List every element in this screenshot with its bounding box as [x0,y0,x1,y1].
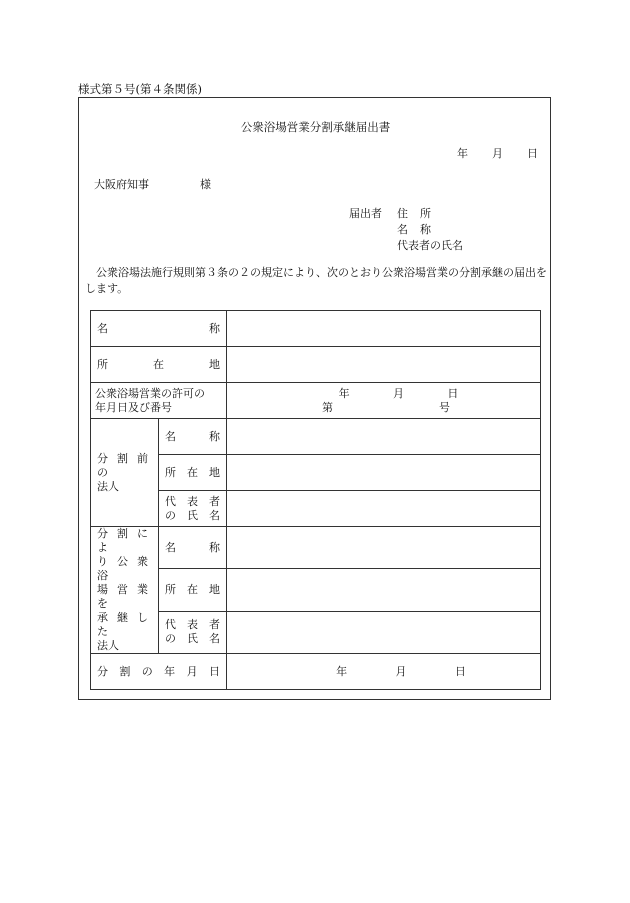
permit-day: 日 [447,386,459,400]
submitter-representative-label: 代表者の氏名 [397,239,463,252]
field-before-location[interactable] [227,455,541,491]
label-before-rep: 代 表 者 の 氏 名 [159,491,227,527]
row-after-location [91,569,541,611]
label-after-location: 所 在 地 [159,569,227,611]
field-split-date[interactable] [227,654,541,690]
addressee: 大阪府知事 [94,178,149,191]
row-location [91,347,541,383]
split-month: 月 [395,664,407,678]
label-location: 所 在 地 [91,347,227,383]
field-after-name[interactable] [227,527,541,569]
label-name: 名 称 [91,311,227,347]
field-before-rep[interactable] [227,491,541,527]
field-after-rep[interactable] [227,611,541,653]
date-month: 月 [492,147,503,160]
label-after-name: 名 称 [159,527,227,569]
split-day: 日 [454,664,466,678]
label-split-date: 分 割 の 年 月 日 [91,654,227,690]
label-after-group: 分割によ り公衆浴 場営業を 承継した 法人 [91,527,159,654]
row-before-name [91,419,541,455]
label-before-location: 所 在 地 [159,455,227,491]
row-after-rep [91,611,541,653]
label-before-group: 分割前の 法人 [91,419,159,527]
date-year: 年 [457,147,468,160]
field-permit[interactable] [227,383,541,419]
label-permit: 公衆浴場営業の許可の 年月日及び番号 [91,383,227,419]
submitter-name-label: 名 称 [397,223,431,236]
field-name[interactable] [227,311,541,347]
form-number: 様式第５号(第４条関係) [78,82,202,96]
field-location[interactable] [227,347,541,383]
application-table [90,310,541,690]
field-after-location[interactable] [227,569,541,611]
permit-year: 年 [338,386,350,400]
submitter-address-label: 住 所 [397,207,431,220]
row-name [91,311,541,347]
split-year: 年 [336,664,348,678]
document-title: 公衆浴場営業分割承継届出書 [240,120,391,134]
row-before-rep [91,491,541,527]
form-frame [78,97,551,700]
permit-number-prefix: 第 [322,400,333,414]
submitter-label: 届出者 [349,207,382,220]
row-permit [91,383,541,419]
statement-text: 公衆浴場法施行規則第３条の２の規定により、次のとおり公衆浴場営業の分割承継の届出をします。 [85,266,547,295]
date-day: 日 [527,147,538,160]
label-before-name: 名 称 [159,419,227,455]
addressee-suffix: 様 [200,178,211,191]
row-split-date [91,654,541,690]
row-after-name [91,527,541,569]
field-before-name[interactable] [227,419,541,455]
permit-month: 月 [392,386,404,400]
permit-number-suffix: 号 [439,400,450,414]
label-after-rep: 代 表 者 の 氏 名 [159,611,227,653]
row-before-location [91,455,541,491]
